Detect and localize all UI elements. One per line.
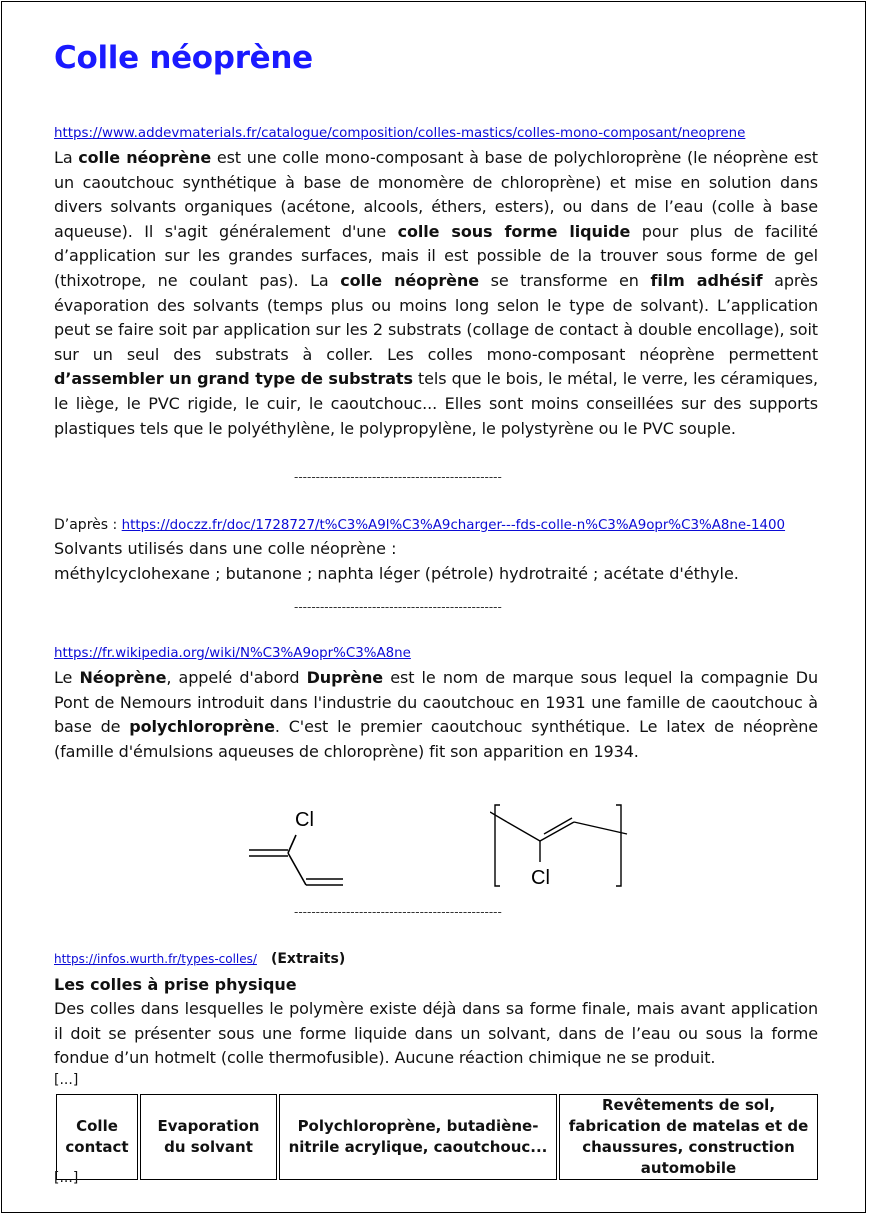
ellipsis-top: [...] — [54, 1072, 79, 1088]
document-page — [1, 1, 866, 1213]
chloroprene-structure — [242, 797, 352, 892]
addev-link[interactable]: https://www.addevmaterials.fr/catalogue/composition/colles-mastics/colles-mono-composant/neoprene — [54, 126, 746, 141]
physical-glues-heading: Les colles à prise physique — [54, 975, 297, 994]
polychloroprene-structure — [490, 800, 630, 892]
glue-table — [54, 1092, 820, 1182]
doczz-link[interactable]: https://doczz.fr/doc/1728727/t%C3%A9l%C3%A9charger---fds-colle-n%C3%A9opr%C3%A8ne-1400 — [121, 518, 786, 533]
table-cell: Colle contact — [56, 1094, 138, 1180]
page-title: Colle néoprène — [54, 40, 313, 76]
physical-glues-description: Des colles dans lesquelles le polymère existe déjà dans sa forme finale, mais avant application il doit se présenter sous une forme liquide dans un solvant, dans de l’eau ou sous la forme fondue d’un hotmelt (colle thermofusible). Aucune réaction chimique ne se produit. — [54, 999, 818, 1068]
table-cell: Polychloroprène, butadiène-nitrile acrylique, caoutchouc... — [279, 1094, 557, 1180]
separator-2: ------------------------------------------------ — [294, 600, 502, 614]
neoprene-history: Le Néoprène, appelé d'abord Duprène est le nom de marque sous lequel la compagnie Du Pont de Nemours introduit dans l'industrie du caoutchouc en 1931 une famille de caoutchouc à base de polychloroprène. C'est le premier caoutchouc synthétique. Le latex de néoprène (famille d'émulsions aqueuses de chloroprène) fit son apparition en 1934. — [54, 668, 819, 761]
separator-3: ------------------------------------------------ — [294, 905, 502, 919]
solvents-heading: Solvants utilisés dans une colle néoprène : — [54, 539, 397, 558]
wikipedia-link[interactable]: https://fr.wikipedia.org/wiki/N%C3%A9opr%C3%A8ne — [54, 646, 411, 661]
solvents-list: méthylcyclohexane ; butanone ; naphta léger (pétrole) hydrotraité ; acétate d'éthyle. — [54, 564, 739, 583]
source-line: D’après : https://doczz.fr/doc/1728727/t%C3%A9l%C3%A9charger---fds-colle-n%C3%A9opr%C3%A8ne-1400 — [54, 517, 786, 533]
ellipsis-bottom: [...] — [54, 1170, 79, 1186]
chlorine-label-left: Cl — [295, 809, 314, 831]
table-cell: Evaporation du solvant — [140, 1094, 277, 1180]
wurth-link[interactable]: https://infos.wurth.fr/types-colles/ — [54, 952, 257, 966]
table-cell: Revêtements de sol, fabrication de matelas et de chaussures, construction automobile — [559, 1094, 818, 1180]
chlorine-label-right: Cl — [531, 867, 550, 889]
extraits-label: (Extraits) — [270, 951, 346, 967]
table-row — [56, 1094, 818, 1180]
wurth-source-line — [54, 951, 345, 967]
separator-1: ------------------------------------------------ — [294, 470, 502, 484]
neoprene-description: La colle néoprène est une colle mono-composant à base de polychloroprène (le néoprène est un caoutchouc synthétique à base de monomère de chloroprène) et mise en solution dans divers solvants organiques (acétone, alcools, éthers, esters), ou dans de l’eau (colle à base aqueuse). Il s'agit généralement d'une colle sous forme liquide pour plus de facilité d’application sur les grandes surfaces, mais il est possible de la trouver sous forme de gel (thixotrope, ne coulant pas). La colle néoprène se transforme en film adhésif après évaporation des solvants (temps plus ou moins long selon le type de solvant). L’application peut se faire soit par application sur les 2 substrats (collage de contact à double encollage), soit sur un seul des substrats à coller. Les colles mono-composant néoprène permettent d’assembler un grand type de substrats tels que le bois, le métal, le verre, les céramiques, le liège, le PVC rigide, le cuir, le caoutchouc... Elles sont moins conseillées sur des supports plastiques tels que le polyéthylène, le polypropylène, le polystyrène ou le PVC souple. — [54, 148, 819, 438]
